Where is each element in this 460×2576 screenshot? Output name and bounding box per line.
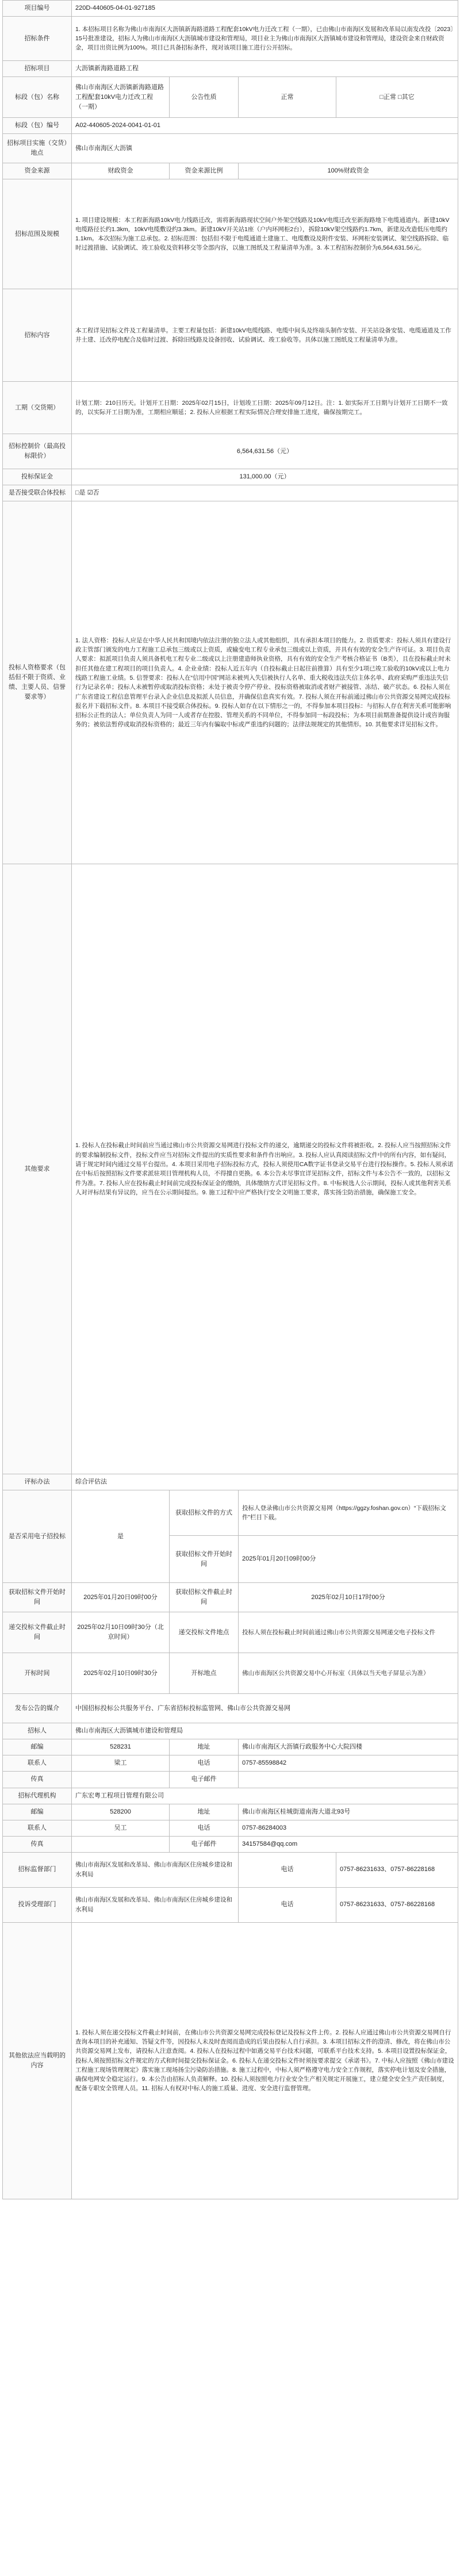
supervision-phone: 0757-86231633、0757-86228168	[336, 1852, 458, 1887]
tenderer-fax	[72, 1772, 170, 1788]
media-label: 发布公告的媒介	[3, 1694, 72, 1723]
open-place-label: 开标地点	[170, 1653, 239, 1694]
tender-content-text: 本工程详见招标文件及工程量清单。主要工程量包括：新建10kV电缆线路、电缆中间头及终端头制作安装、开关站设备安装、电缆通道及工作井土建、迁改停电配合及临时过渡、拆除旧线路及设备回收、试验调试、竣工验收等。具体以施工图纸及工程量清单为准。	[72, 289, 458, 382]
period-row	[3, 382, 458, 434]
agency-post-label: 邮编	[3, 1804, 72, 1820]
bid-bond-label: 投标保证金	[3, 469, 72, 485]
project-code-label: 项目编号	[3, 1, 72, 17]
agency-mail-label: 电子邮件	[170, 1836, 239, 1852]
tenderer-contact: 梁工	[72, 1755, 170, 1772]
overview-text: 1. 项目建设规模：本工程新海路10kV电力线路迁改，需将新海路现状空间户外架空线路及10kV电缆迁改至新海路地下电缆通道内。新建10kV电缆路径长约1.3km，10kV电缆敷设约3.3km。新建10kV开关站1座（户内环网柜2台），拆除10kV架空线路约1.7km，新建及改造低压电缆约1.1km。本次招标为施工总承包。2. 招标范围：包括但不限于电缆通道土建施工、电缆敷设及附件安装、环网柜安装调试、架空线路拆除、临时过渡措施、试验调试、竣工验收及资料移交等全部内容，以施工图纸及工程量清单为准。3. 本工程招标控制价为6,564,631.56元。	[72, 179, 458, 289]
consortium-row	[3, 485, 458, 501]
agency-addr-label: 地址	[170, 1804, 239, 1820]
period-text: 计划工期：210日历天。计划开工日期：2025年02月15日，计划竣工日期：2025年09月12日。注：1. 如实际开工日期与计划开工日期不一致的，以实际开工日期为准，工期相应顺延；2. 投标人应根据工程实际情况合理安排施工进度，确保按期完工。	[72, 382, 458, 434]
tenderer-phone: 0757-85598842	[239, 1755, 458, 1772]
complaint-phone: 0757-86231633、0757-86228168	[336, 1887, 458, 1922]
agency-fax-row	[3, 1836, 458, 1852]
tender-notice-table	[2, 0, 458, 2199]
supervision-row	[3, 1852, 458, 1887]
agency-fax	[72, 1836, 170, 1852]
get-doc-time-value: 2025年01月20日09时00分	[239, 1536, 458, 1583]
tender-conditions-text: 1. 本招标项目名称为佛山市南海区大沥镇新海路道路工程配套10kV电力迁改工程（一期），已由佛山市南海区发展和改革局以南发改投〔2023〕15号批准建设，招标人为佛山市南海区大沥镇城市建设和管理局，项目业主为佛山市南海区大沥镇城市建设和管理局，建设资金来自财政资金，项目出资比例为100%。项目已具备招标条件，现对该项目施工进行公开招标。	[72, 17, 458, 61]
control-price-label: 招标控制价（最高投标限价）	[3, 434, 72, 469]
agency-name-row	[3, 1788, 458, 1804]
complaint-phone-label: 电话	[239, 1887, 336, 1922]
agency-phone-label: 电话	[170, 1820, 239, 1836]
qualifications-label: 投标人资格要求（包括但不限于资质、业绩、主要人员、信誉要求等）	[3, 501, 72, 864]
tenderer-contact-row	[3, 1755, 458, 1772]
tender-content-row	[3, 289, 458, 382]
agency-phone: 0757-86284003	[239, 1820, 458, 1836]
get-doc-time-label: 获取招标文件开始时间	[170, 1536, 239, 1583]
agency-contact-label: 联系人	[3, 1820, 72, 1836]
open-time-value: 2025年02月10日09时30分	[72, 1653, 170, 1694]
consortium-value: □是 ☑否	[72, 485, 458, 501]
deadline-addr-label: 递交投标文件地点	[170, 1612, 239, 1653]
tender-conditions-row	[3, 17, 458, 61]
electronic-row	[3, 1490, 458, 1536]
notes-label: 其他依法应当载明的内容	[3, 1922, 72, 2199]
agency-name-label: 招标代理机构	[3, 1788, 72, 1804]
section-code-value: A02-440605-2024-0041-01-01	[72, 118, 458, 134]
doc-end-label: 获取招标文件截止时间	[170, 1583, 239, 1612]
service-row	[3, 134, 458, 163]
tenderer-mail-label: 电子邮件	[170, 1772, 239, 1788]
period-label: 工期（交货期）	[3, 382, 72, 434]
media-value: 中国招标投标公共服务平台、广东省招标投标监管网、佛山市公共资源交易网	[72, 1694, 458, 1723]
tender-project-label: 招标项目	[3, 61, 72, 77]
tender-content-label: 招标内容	[3, 289, 72, 382]
section-row	[3, 77, 458, 118]
consortium-label: 是否接受联合体投标	[3, 485, 72, 501]
notice-type-label: 公告性质	[170, 77, 239, 118]
agency-contact: 吴工	[72, 1820, 170, 1836]
tenderer-phone-label: 电话	[170, 1755, 239, 1772]
deadline-addr: 投标人须在投标截止时间前通过佛山市公共资源交易网递交电子投标文件	[239, 1612, 458, 1653]
bid-method-row	[3, 1474, 458, 1490]
electronic-value: 是	[72, 1490, 170, 1583]
open-time-label: 开标时间	[3, 1653, 72, 1694]
section-label: 标段（包）名称	[3, 77, 72, 118]
tenderer-fax-label: 传真	[3, 1772, 72, 1788]
control-price-value: 6,564,631.56（元）	[72, 434, 458, 469]
doc-time-row	[3, 1583, 458, 1612]
complaint-name: 佛山市南海区发展和改革局、佛山市南海区住房城乡建设和水利局	[72, 1887, 239, 1922]
doc-start-label: 获取招标文件开始时间	[3, 1583, 72, 1612]
tender-project-row	[3, 61, 458, 77]
qualifications-text: 1. 法人资格：投标人应是在中华人民共和国境内依法注册的独立法人或其他组织，具有承担本项目的能力。2. 资质要求：投标人须具有建设行政主管部门颁发的电力工程施工总承包三级或以上资质，或输变电工程专业承包三级或以上资质，并具有有效的安全生产许可证。3. 项目负责人要求：拟派项目负责人须具备机电工程专业二级或以上注册建造师执业资格，具有有效的安全生产考核合格证书（B类），且在投标截止时未担任其他在建工程项目的项目负责人。4. 企业业绩：投标人近五年内（自投标截止日起往前推算）具有至少1项已竣工验收的10kV或以上电力线路工程施工业绩。5. 信誉要求：投标人在“信用中国”网站未被列入失信被执行人名单、重大税收违法失信主体名单、政府采购严重违法失信行为记录名单；投标人未被暂停或取消投标资格；未处于被责令停产停业、投标资格被取消或者财产被接管、冻结、破产状态。6. 投标人须在广东省建设工程信息管理平台录入企业信息及拟派人员信息，并确保信息真实有效。7. 投标人须在开标前通过佛山市公共资源交易网完成投标报名并下载招标文件。8. 本项目不接受联合体投标。9. 投标人如存在以下情形之一的，不得参加本项目投标：与招标人存在利害关系可能影响招标公正性的法人；单位负责人为同一人或者存在控股、管理关系的不同单位，不得参加同一标段投标；为本项目前期准备提供设计或咨询服务的；被依法暂停或取消投标资格的；最近三年内有骗取中标或严重违约问题的；法律法规规定的其他情形。10. 其他要求详见招标文件。	[72, 501, 458, 864]
tenderer-addr: 佛山市南海区大沥镇行政服务中心大院四楼	[239, 1739, 458, 1755]
bid-bond-value: 131,000.00（元）	[72, 469, 458, 485]
deadline-row	[3, 1612, 458, 1653]
project-code-row	[3, 1, 458, 17]
deadline-label: 递交投标文件截止时间	[3, 1612, 72, 1653]
tenderer-addr-label: 地址	[170, 1739, 239, 1755]
service-value: 佛山市南海区大沥镇	[72, 134, 458, 163]
agency-fax-label: 传真	[3, 1836, 72, 1852]
section-name: 佛山市南海区大沥镇新海路道路工程配套10kV电力迁改工程（一期）	[72, 77, 170, 118]
tenderer-contact-label: 联系人	[3, 1755, 72, 1772]
other-req-text: 1. 投标人在投标截止时间前应当通过佛山市公共资源交易网进行投标文件的递交，逾期递交的投标文件将被拒收。2. 投标人应当按照招标文件的要求编制投标文件，投标文件应当对招标文件提出的实质性要求和条件作出响应。3. 投标人应认真阅读招标文件中的所有内容，如有疑问，请于规定时间内通过交易平台提出。4. 本项目采用电子招标投标方式，投标人须使用CA数字证书登录交易平台进行投标操作。5. 投标人须承诺在中标后按照招标文件要求派驻项目管理机构人员，不得擅自更换。6. 本公告未尽事宜详见招标文件，招标文件与本公告不一致的，以招标文件为准。7. 投标人应在投标截止时间前完成投标保证金的缴纳，具体缴纳方式详见招标文件。8. 中标候选人公示期间，投标人或其他利害关系人对评标结果有异议的，应当在公示期间提出。9. 施工过程中应严格执行安全文明施工要求，落实扬尘防治措施，确保施工安全。	[72, 864, 458, 1474]
other-req-row	[3, 864, 458, 1474]
deadline-value: 2025年02月10日09时30分（北京时间）	[72, 1612, 170, 1653]
control-price-row	[3, 434, 458, 469]
supervision-label: 招标监督部门	[3, 1852, 72, 1887]
get-doc-label: 获取招标文件的方式	[170, 1490, 239, 1536]
tenderer-mail	[239, 1772, 458, 1788]
open-time-row	[3, 1653, 458, 1694]
notes-text: 1. 投标人须在递交投标文件截止时间前，在佛山市公共资源交易网完成投标登记及投标文件上传。2. 投标人应通过佛山市公共资源交易网自行查询本项目的补充通知、答疑文件等，因投标人未及时查阅而造成的后果由投标人自行承担。3. 本项目招标文件的澄清、修改，将在佛山市公共资源交易网上发布，请投标人注意查阅。4. 投标人在投标过程中如遇交易平台技术问题，可联系平台技术支持。5. 本项目设置投标保证金，投标人须按照招标文件规定的方式和时间提交投标保证金。6. 投标人在递交投标文件时须按要求提交《承诺书》。7. 中标人应按照《佛山市建设工程施工现场管理规定》落实施工现场扬尘污染防治措施。8. 施工过程中，中标人须严格遵守电力安全工作规程，落实停电计划及安全措施，确保电网安全稳定运行。9. 本公告由招标人负责解释。10. 投标人须按照电力行业安全生产相关规定开展施工，建立健全安全生产责任制度，配备专职安全管理人员。11. 招标人有权对中标人的施工质量、进度、安全进行监督管理。	[72, 1922, 458, 2199]
doc-start-value: 2025年01月20日09时00分	[72, 1583, 170, 1612]
open-place-value: 佛山市南海区公共资源交易中心开标室（具体以当天电子屏显示为准）	[239, 1653, 458, 1694]
bid-method-value: 综合评估法	[72, 1474, 458, 1490]
overview-row	[3, 179, 458, 289]
tenderer-addr-row	[3, 1739, 458, 1755]
tender-notice-page	[2, 0, 458, 2199]
qualifications-row	[3, 501, 458, 864]
tenderer-fax-row	[3, 1772, 458, 1788]
agency-addr: 佛山市南海区桂城街道南海大道北93号	[239, 1804, 458, 1820]
agency-post: 528200	[72, 1804, 170, 1820]
agency-name: 广东宏粤工程项目管理有限公司	[72, 1788, 458, 1804]
electronic-label: 是否采用电子招投标	[3, 1490, 72, 1583]
section-code-label: 标段（包）编号	[3, 118, 72, 134]
tenderer-name: 佛山市南海区大沥镇城市建设和管理局	[72, 1723, 458, 1739]
tender-conditions-label: 招标条件	[3, 17, 72, 61]
complaint-row	[3, 1887, 458, 1922]
tenderer-name-label: 招标人	[3, 1723, 72, 1739]
other-req-label: 其他要求	[3, 864, 72, 1474]
funds-row	[3, 163, 458, 179]
project-code-value: 220D-440605-04-01-927185	[72, 1, 458, 17]
media-row	[3, 1694, 458, 1723]
service-label: 招标项目实施（交货）地点	[3, 134, 72, 163]
get-doc-text: 投标人登录佛山市公共资源交易网（https://ggzy.foshan.gov.cn）“下载招标文件”栏目下载。	[239, 1490, 458, 1536]
notice-type-value: 正常	[239, 77, 336, 118]
tender-project-value: 大沥镇新海路道路工程	[72, 61, 458, 77]
complaint-label: 投诉受理部门	[3, 1887, 72, 1922]
agency-mail[interactable]: 34157584@qq.com	[239, 1836, 458, 1852]
doc-end-value: 2025年02月10日17时00分	[239, 1583, 458, 1612]
tenderer-name-row	[3, 1723, 458, 1739]
bid-method-label: 评标办法	[3, 1474, 72, 1490]
notes-row	[3, 1922, 458, 2199]
funds-source: 财政资金	[72, 163, 170, 179]
bid-bond-row	[3, 469, 458, 485]
funds-ratio-label: 资金来源比例	[170, 163, 239, 179]
funds-label: 资金来源	[3, 163, 72, 179]
funds-ratio-value: 100%财政资金	[239, 163, 458, 179]
agency-contact-row	[3, 1820, 458, 1836]
tenderer-post: 528231	[72, 1739, 170, 1755]
agency-addr-row	[3, 1804, 458, 1820]
section-code-row	[3, 118, 458, 134]
supervision-name: 佛山市南海区发展和改革局、佛山市南海区住房城乡建设和水利局	[72, 1852, 239, 1887]
overview-label: 招标范围及规模	[3, 179, 72, 289]
tenderer-post-label: 邮编	[3, 1739, 72, 1755]
bid-method-choice: □正常 □其它	[336, 77, 458, 118]
supervision-phone-label: 电话	[239, 1852, 336, 1887]
